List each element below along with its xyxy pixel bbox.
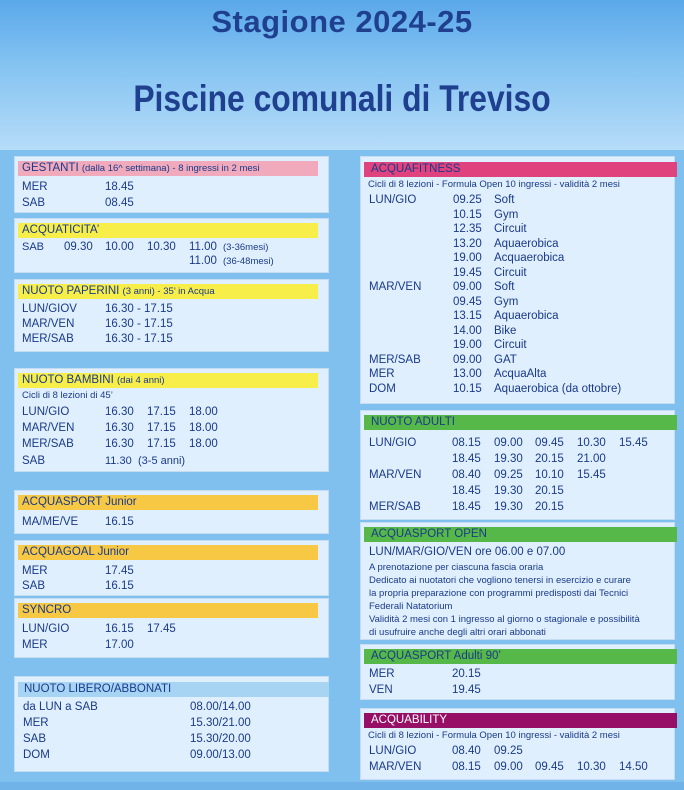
schedule-row: MAR/VEN 09.00 Soft bbox=[369, 281, 515, 293]
card-header: ACQUASPORT Junior bbox=[18, 495, 318, 510]
schedule-row: MAR/VEN 16.30 17.15 18.00 bbox=[22, 422, 218, 434]
schedule-row: MAR/VEN 08.40 09.25 10.10 15.45 bbox=[369, 469, 606, 481]
card-header: ACQUASPORT Adulti 90’ bbox=[364, 649, 677, 664]
season-title: Stagione 2024-25 bbox=[211, 4, 473, 39]
schedule-row: MER/SAB 16.30 - 17.15 bbox=[22, 333, 173, 345]
bottom-bar bbox=[0, 782, 684, 790]
card-gestanti bbox=[14, 156, 329, 213]
schedule-row: MER/SAB 18.45 19.30 20.15 bbox=[369, 501, 564, 513]
card-header: ACQUAGOAL Junior bbox=[18, 545, 318, 560]
card-acquagoal-junior bbox=[14, 540, 329, 596]
card-nuoto-libero bbox=[14, 676, 329, 772]
schedule-row: 19.45 Circuit bbox=[453, 266, 527, 279]
card-syncro bbox=[14, 598, 329, 658]
acquasport-open-notes: A prenotazione per ciascuna fascia oraria Dedicato ai nuotatori che vogliono tenersi in esercizio e curare la propria preparazione con programmi predisposti dai Tecnici Federali Natatorium Validità 2 mesi con 1 ingresso al giorno o stagionale e possibilità di usufruire anche degli altri orari abbonati bbox=[369, 562, 640, 638]
schedule-row: LUN/GIOV 16.30 - 17.15 bbox=[22, 303, 173, 315]
schedule-row: DOM 10.15 Aquaerobica (da ottobre) bbox=[369, 382, 622, 395]
schedule-row: MER 13.00 AcquaAlta bbox=[369, 368, 547, 380]
schedule-row: MAR/VEN 08.15 09.00 09.45 10.30 14.50 bbox=[369, 761, 648, 773]
card-header: ACQUASPORT OPEN bbox=[364, 527, 677, 542]
card-header: NUOTO ADULTI bbox=[364, 415, 677, 430]
page-title: Piscine comunali di Treviso bbox=[133, 78, 551, 119]
schedule-row: SAB 11.30 (3-5 anni) bbox=[22, 455, 186, 467]
schedule-row: MER/SAB 09.00 GAT bbox=[369, 353, 517, 366]
schedule-row: LUN/GIO 09.25 Soft bbox=[369, 194, 515, 206]
card-subtitle: Cicli di 8 lezioni di 45’ bbox=[22, 390, 113, 401]
card-subtitle: Cicli di 8 lezioni - Formula Open 10 ingressi - validità 2 mesi bbox=[368, 730, 620, 741]
card-acquasport-adulti-90 bbox=[360, 644, 675, 700]
schedule-row: 19.00 Circuit bbox=[453, 339, 527, 351]
schedule-row: SAB 16.15 bbox=[22, 580, 134, 592]
card-header: SYNCRO bbox=[18, 603, 318, 618]
schedule-row: 18.45 19.30 20.15 bbox=[452, 485, 564, 497]
card-nuoto-paperini bbox=[14, 279, 329, 352]
schedule-row: VEN 19.45 bbox=[369, 684, 481, 696]
card-header: GESTANTI (dalla 16^ settimana) - 8 ingressi in 2 mesi bbox=[18, 161, 318, 176]
card-acquability bbox=[360, 708, 675, 780]
schedule-row: MA/ME/VE 16.15 bbox=[22, 516, 134, 528]
schedule-row: LUN/GIO 16.30 17.15 18.00 bbox=[22, 406, 218, 418]
card-acquasport-open bbox=[360, 522, 675, 640]
schedule-row: 09.45 Gym bbox=[453, 295, 519, 308]
schedule-row: MER/SAB 16.30 17.15 18.00 bbox=[22, 438, 218, 450]
schedule-row: MER 15.30/21.00 bbox=[23, 717, 251, 729]
card-header: ACQUABILITY bbox=[364, 713, 677, 728]
schedule-row: MAR/VEN 16.30 - 17.15 bbox=[22, 318, 173, 330]
schedule-row: LUN/MAR/GIO/VEN ore 06.00 e 07.00 bbox=[369, 546, 566, 558]
schedule-row: MER 20.15 bbox=[369, 668, 481, 680]
schedule-row: 10.15 Gym bbox=[453, 208, 519, 221]
header-banner bbox=[0, 0, 684, 150]
schedule-row: SAB 09.30 10.00 10.30 11.00 (3-36mesi) bbox=[22, 241, 269, 253]
schedule-row: 19.00 Acquaerobica bbox=[453, 252, 565, 264]
card-header: ACQUAFITNESS bbox=[364, 162, 677, 177]
card-acquasport-junior bbox=[14, 490, 329, 534]
card-acquafitness bbox=[360, 156, 675, 404]
schedule-row: 12.35 Circuit bbox=[453, 223, 527, 235]
card-header: NUOTO LIBERO/ABBONATI bbox=[18, 682, 329, 697]
schedule-row: MER 18.45 bbox=[22, 181, 134, 193]
schedule-row: DOM 09.00/13.00 bbox=[23, 749, 251, 761]
schedule-row: MER 17.45 bbox=[22, 565, 134, 577]
schedule-row: MER 17.00 bbox=[22, 639, 134, 651]
schedule-row: 13.15 Aquaerobica bbox=[453, 310, 559, 322]
card-nuoto-bambini bbox=[14, 368, 329, 472]
schedule-row: 11.00 (36-48mesi) bbox=[189, 255, 274, 267]
schedule-row: LUN/GIO 16.15 17.45 bbox=[22, 623, 176, 635]
card-header: NUOTO PAPERINI (3 anni) - 35’ in Acqua bbox=[18, 284, 318, 299]
card-header: NUOTO BAMBINI (dai 4 anni) bbox=[18, 373, 318, 388]
schedule-row: da LUN a SAB 08.00/14.00 bbox=[23, 701, 251, 713]
schedule-row: SAB 08.45 bbox=[22, 197, 134, 209]
schedule-row: 13.20 Aquaerobica bbox=[453, 237, 559, 250]
schedule-row: SAB 15.30/20.00 bbox=[23, 733, 251, 745]
schedule-row: 14.00 Bike bbox=[453, 324, 517, 337]
card-subtitle: Cicli di 8 lezioni - Formula Open 10 ingressi - validità 2 mesi bbox=[368, 179, 620, 190]
card-nuoto-adulti bbox=[360, 410, 675, 520]
schedule-row: LUN/GIO 08.40 09.25 bbox=[369, 745, 523, 757]
schedule-row: 18.45 19.30 20.15 21.00 bbox=[452, 453, 606, 465]
card-acquaticita bbox=[14, 218, 329, 273]
card-header: ACQUATICITA’ bbox=[18, 223, 318, 238]
schedule-row: LUN/GIO 08.15 09.00 09.45 10.30 15.45 bbox=[369, 437, 648, 449]
